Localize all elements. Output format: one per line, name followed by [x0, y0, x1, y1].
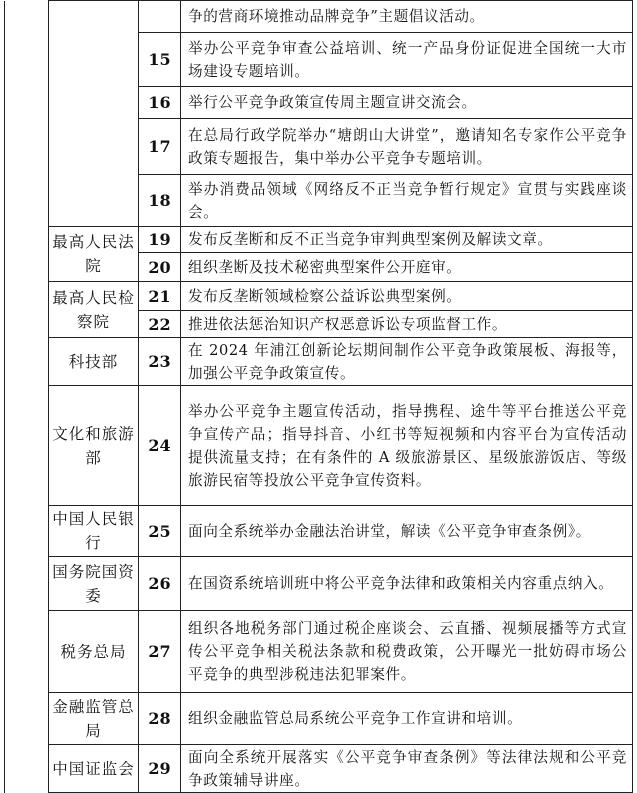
row-number: 16 [139, 87, 181, 119]
row-number: 24 [139, 386, 181, 506]
row-number: 19 [139, 227, 181, 253]
measure-text: 面向全系统举办金融法治讲堂，解读《公平竞争审查条例》。 [181, 506, 633, 557]
row-number: 26 [139, 557, 181, 611]
row-number: 21 [139, 282, 181, 311]
measure-text: 举办消费品领域《网络反不正当竞争暂行规定》宣贯与实践座谈会。 [181, 175, 633, 227]
row-number: 15 [139, 33, 181, 87]
measure-text: 面向全系统开展落实《公平竞争审查条例》等法律法规和公平竞争政策辅导讲座。 [181, 745, 633, 793]
dept-name: 最高人民法院 [49, 227, 139, 282]
row-number: 17 [139, 119, 181, 175]
dept-name: 中国证监会 [49, 745, 139, 793]
measure-text: 组织金融监管总局系统公平竞争工作宣讲和培训。 [181, 693, 633, 745]
measure-text: 组织各地税务部门通过税企座谈会、云直播、视频展播等方式宣传公平竞争相关税法条款和税费政策，公开曝光一批妨碍市场公平竞争的典型涉税违法犯罪案件。 [181, 611, 633, 693]
measure-text: 发布反垄断和反不正当竞争审判典型案例及解读文章。 [181, 227, 633, 253]
table-row [5, 693, 633, 745]
row-number: 18 [139, 175, 181, 227]
row-number: 22 [139, 311, 181, 338]
row-number: 20 [139, 253, 181, 282]
table-row [5, 557, 633, 611]
table-row [5, 282, 633, 311]
row-number: 28 [139, 693, 181, 745]
table-row [5, 611, 633, 693]
row-number: 23 [139, 338, 181, 386]
table-row [5, 745, 633, 793]
measure-text: 在 2024 年浦江创新论坛期间制作公平竞争政策展板、海报等，加强公平竞争政策宣传。 [181, 338, 633, 386]
row-number: 27 [139, 611, 181, 693]
row-number [139, 1, 181, 33]
dept-name: 文化和旅游部 [49, 386, 139, 506]
table-row [5, 506, 633, 557]
table-row [5, 338, 633, 386]
measure-text: 发布反垄断领域检察公益诉讼典型案例。 [181, 282, 633, 311]
measure-text: 举办公平竞争主题宣传活动，指导携程、途牛等平台推送公平竞争宣传产品；指导抖音、小红书等短视频和内容平台为宣传活动提供流量支持；在有条件的 A 级旅游景区、星级旅游饭店、等级旅游民宿等投放公平竞争宣传资料。 [181, 386, 633, 506]
dept-cell-continued [49, 1, 139, 227]
row-number: 29 [139, 745, 181, 793]
left-margin-column [5, 1, 49, 793]
table-row [5, 386, 633, 506]
dept-name: 最高人民检察院 [49, 282, 139, 338]
table-row [5, 227, 633, 253]
measure-text: 组织垄断及技术秘密典型案件公开庭审。 [181, 253, 633, 282]
measure-text: 争的营商环境推动品牌竞争”主题倡议活动。 [181, 1, 633, 33]
measure-text: 在国资系统培训班中将公平竞争法律和政策相关内容重点纳入。 [181, 557, 633, 611]
measure-text: 举行公平竞争政策宣传周主题宣讲交流会。 [181, 87, 633, 119]
table-row [5, 1, 633, 33]
dept-name: 国务院国资委 [49, 557, 139, 611]
measure-text: 推进依法惩治知识产权恶意诉讼专项监督工作。 [181, 311, 633, 338]
row-number: 25 [139, 506, 181, 557]
dept-name: 中国人民银行 [49, 506, 139, 557]
dept-name: 金融监管总局 [49, 693, 139, 745]
measures-table [4, 0, 633, 793]
measure-text: 在总局行政学院举办“塘朗山大讲堂”，邀请知名专家作公平竞争政策专题报告，集中举办公平竞争专题培训。 [181, 119, 633, 175]
dept-name: 税务总局 [49, 611, 139, 693]
dept-name: 科技部 [49, 338, 139, 386]
measure-text: 举办公平竞争审查公益培训、统一产品身份证促进全国统一大市场建设专题培训。 [181, 33, 633, 87]
